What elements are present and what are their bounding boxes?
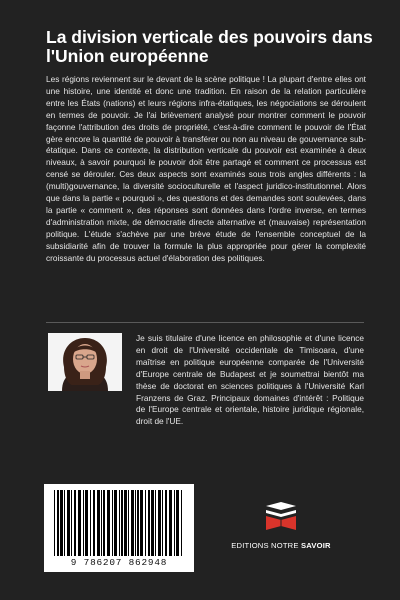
barcode-bar (90, 490, 91, 556)
barcode-bar (78, 490, 81, 556)
barcode-bar (60, 490, 63, 556)
barcode-bar (128, 490, 129, 556)
author-bio: Je suis titulaire d'une licence en philosophie et d'une licence en droit de l'Université occidentale de Timisoara, d'une maîtrise en politique européenne comparée de l'Université d'Europe centrale de Budapest et je soumettrai bientôt ma thèse de doctorat en sciences politiques à l'Université Karl Franzens de Graz. Principaux domaines d'intérêt : Politique de l'Europe centrale et orientale, histoire juridique régionale, droit de l'UE. (136, 333, 364, 427)
isbn-digits: 9 786207 862948 (70, 557, 168, 568)
barcode-bar (181, 490, 182, 556)
barcode-bar (124, 490, 127, 556)
author-photo (48, 333, 122, 391)
barcode-bar (97, 490, 100, 556)
barcode-bar (119, 490, 120, 556)
barcode-bar (176, 490, 179, 556)
publisher-logo-icon (262, 500, 300, 532)
barcode-bar (121, 490, 123, 556)
barcode-bar (85, 490, 88, 556)
barcode-bar (103, 490, 105, 556)
barcode-bar (165, 490, 167, 556)
publisher-prefix: EDITIONS NOTRE (231, 541, 299, 550)
barcode-bars (52, 490, 186, 556)
publisher-emphasis: SAVOIR (300, 541, 331, 550)
barcode-bar (174, 490, 175, 556)
book-title: La division verticale des pouvoirs dans l'Union européenne (46, 27, 373, 66)
barcode-bar (158, 490, 161, 556)
barcode-bar (135, 490, 136, 556)
barcode-bar (71, 490, 72, 556)
barcode-bar (83, 490, 84, 556)
barcode-bar (145, 490, 146, 556)
barcode-bar (93, 490, 95, 556)
isbn-barcode (44, 484, 194, 572)
barcode-bar (101, 490, 102, 556)
barcode-bar (57, 490, 59, 556)
barcode-bar (74, 490, 76, 556)
section-divider (46, 322, 364, 323)
barcode-bar (131, 490, 134, 556)
barcode-bar (140, 490, 143, 556)
barcode-bar (148, 490, 150, 556)
barcode-bar (151, 490, 154, 556)
book-summary: Les régions reviennent sur le devant de la scène politique ! La plupart d'entre elles ont une histoire, une identité et donc une tradition. En raison de la relation particulière entre les États (nations) et leurs régions infra-étatiques, les négociations se déroulent en termes de pouvoir. Je l'ai brièvement analysé pour montrer comment le pouvoir façonne l'attribution des droits de propriété, c'est-à-dire comment le pouvoir de l'État gère encore la quantité de pouvoir à transférer ou non au niveau de gouvernance sub-étatique. Dans ce contexte, la distribution verticale du pouvoir est examinée à deux niveaux, à savoir pourquoi le pouvoir doit être partagé et comment ce processus est censé se dérouler. Ces deux aspects sont examinés sous trois angles différents : la (multi)gouvernance, la diversité socioculturelle et l'aspect juridico-institutionnel. Alors que dans la partie « pourquoi », des questions et des demandes sont soulevées, dans la partie « comment », des réponses sont données dans l'ordre inverse, en termes d'administration mixte, de démocratie directe alternative et (mauvaise) représentation politique. L'étude s'achève par une brève étude de l'ensemble conceptuel de la subsidiarité afin de trouver la formule la plus appropriée pour gérer la complexité croissante du processus actuel d'élaboration des politiques. (46, 74, 366, 263)
barcode-bar (107, 490, 110, 556)
barcode-bar (162, 490, 163, 556)
barcode-bar (137, 490, 139, 556)
barcode-bar (155, 490, 156, 556)
barcode-bar (169, 490, 172, 556)
publisher-name (226, 541, 336, 550)
barcode-bar (64, 490, 65, 556)
barcode-bar (54, 490, 55, 556)
barcode-bar (67, 490, 70, 556)
barcode-bar (112, 490, 113, 556)
barcode-bar (114, 490, 117, 556)
